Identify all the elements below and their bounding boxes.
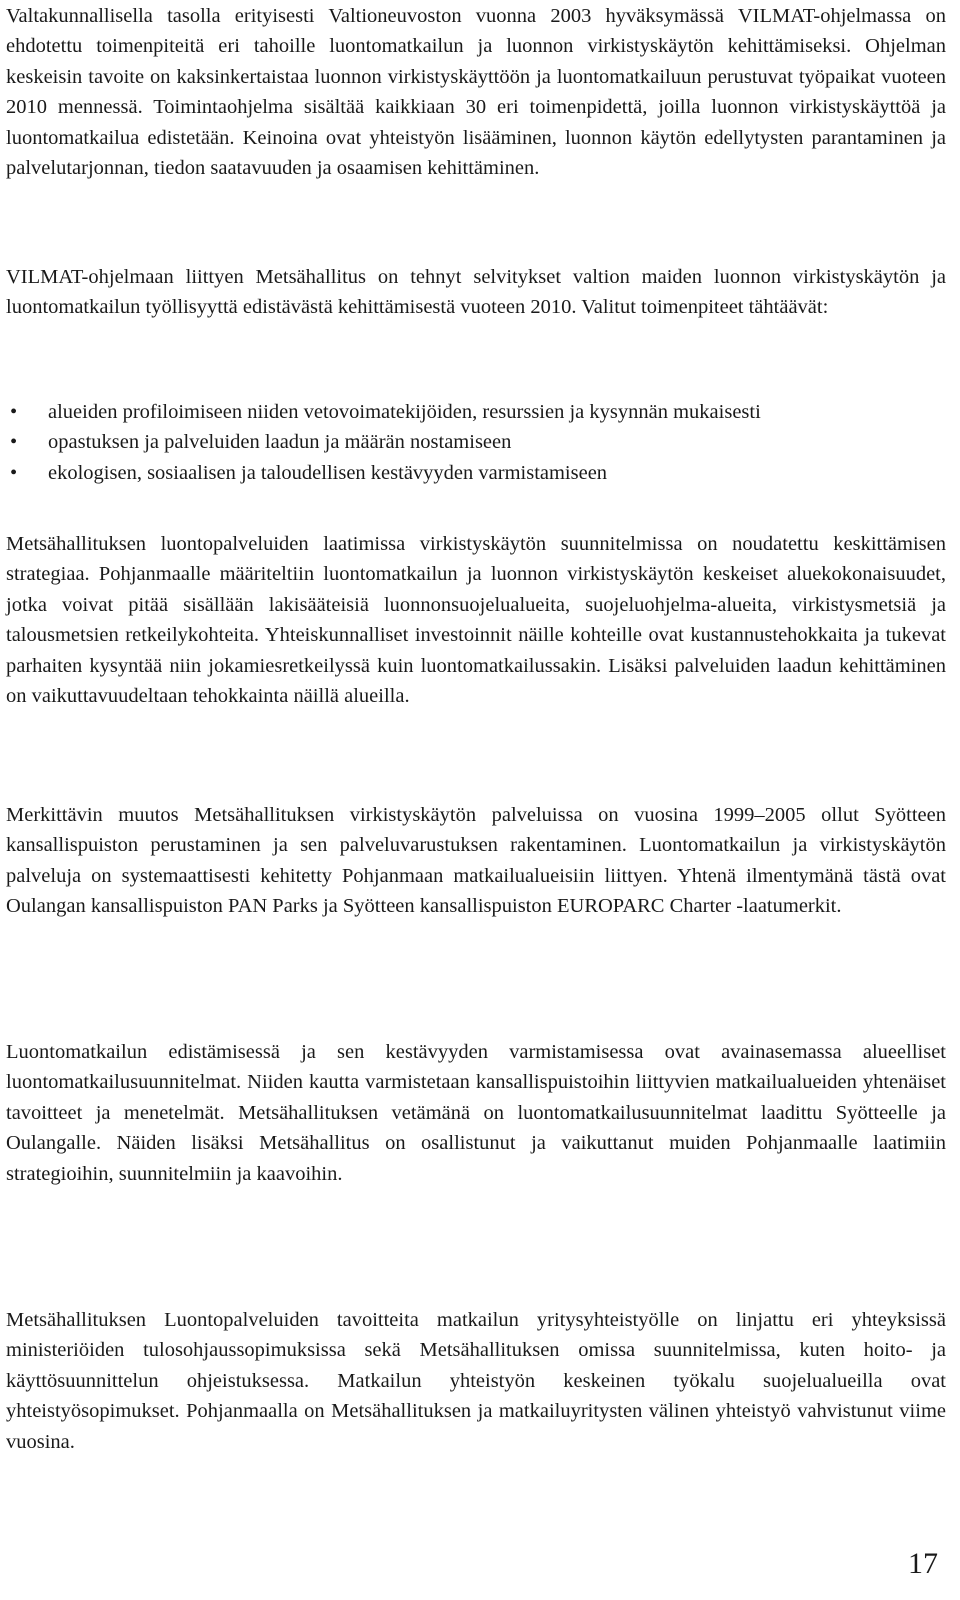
bullet-icon: •: [10, 431, 18, 454]
measures-bullet-list: [6, 397, 946, 488]
bullet-icon: •: [10, 401, 18, 423]
paragraph-tourism-plans: Luontomatkailun edistämisessä ja sen kestävyyden varmistamisessa ovat avainasemassa alueelliset luontomatkailusuunnitelmat. Niiden kautta varmistetaan kansallispuistoihin liittyvien matkailualueiden yhtenäiset tavoitteet ja menetelmät. Metsähallituksen vetämänä on luontomatkailusuunnitelmat laadittu Syötteelle ja Oulangalle. Näiden lisäksi Metsähallitus on osallistunut ja vaikuttanut muiden Pohjanmaalle laatimiin strategioihin, suunnitelmiin ja kaavoihin.: [6, 1041, 946, 1185]
paragraph-vilmat-metsahallitus: VILMAT-ohjelmaan liittyen Metsähallitus on tehnyt selvitykset valtion maiden luonnon virkistyskäytön ja luontomatkailun työllisyyttä edistävästä kehittämisestä vuoteen 2010. Valitut toimenpiteet tähtäävät:: [6, 266, 946, 319]
list-item: [6, 427, 946, 457]
paragraph-syote-national-park: Merkittävin muutos Metsähallituksen virkistyskäytön palveluissa on vuosina 1999–2005 ollut Syötteen kansallispuiston perustaminen ja sen palveluvarustuksen rakentaminen. Luontomatkailun ja virkistyskäytön palveluja on systemaattisesti kehitetty Pohjanmaan matkailualueisiin liittyen. Yhtenä ilmentymänä tästä ovat Oulangan kansallispuiston PAN Parks ja Syötteen kansallispuiston EUROPARC Charter -laatumerkit.: [6, 804, 946, 918]
paragraph-recreation-plans: Metsähallituksen luontopalveluiden laatimissa virkistyskäytön suunnitelmissa on noudatettu keskittämisen strategiaa. Pohjanmaalle määriteltiin luontomatkailun ja luonnon virkistyskäytön keskeiset aluekokonaisuudet, jotka voivat pitää sisällään lakisääteisiä luonnonsuojelualueita, suojeluohjelma-alueita, virkistysmetsiä ja talousmetsien retkeilykohteita. Yhteiskunnalliset investoinnit näille kohteille ovat kustannustehokkaita ja tukevat parhaiten kysyntää niin jokamiesretkeilyssä kuin luontomatkailussakin. Lisäksi palveluiden laadun kehittäminen on vaikuttavuudeltaan tehokkainta näillä alueilla.: [6, 533, 946, 708]
list-item-text: opastuksen ja palveluiden laadun ja määrän nostamiseen: [48, 431, 512, 454]
paragraph-business-cooperation: Metsähallituksen Luontopalveluiden tavoitteita matkailun yritysyhteistyölle on linjattu eri yhteyksissä ministeriöiden tulosohjaussopimuksissa sekä Metsähallituksen omissa suunnitelmissa, kuten hoito- ja käyttösuunnittelun ohjeistuksessa. Matkailun yhteistyön keskeinen työkalu suojelualueilla ovat yhteistyösopimukset. Pohjanmaalla on Metsähallituksen ja matkailuyritysten välinen yhteistyö vahvistunut viime vuosina.: [6, 1309, 946, 1453]
page-number: 17: [908, 1547, 938, 1580]
list-item-text: ekologisen, sosiaalisen ja taloudellisen kestävyyden varmistamiseen: [48, 461, 608, 484]
list-item: [6, 458, 946, 488]
list-item: [6, 397, 946, 427]
paragraph-vilmat-program: Valtakunnallisella tasolla erityisesti Valtioneuvoston vuonna 2003 hyväksymässä VILMAT-ohjelmassa on ehdotettu toimenpiteitä eri tahoille luontomatkailun ja luonnon virkistyskäytön kehittämiseksi. Ohjelman keskeisin tavoite on kaksinkertaistaa luonnon virkistyskäyttöön ja luontomatkailuun perustuvat työpaikat vuoteen 2010 mennessä. Toimintaohjelma sisältää kaikkiaan 30 eri toimenpidettä, joilla luonnon virkistyskäyttöä ja luontomatkailua edistetään. Keinoina ovat yhteistyön lisääminen, luonnon käytön edellytysten parantaminen ja palvelutarjonnan, tiedon saatavuuden ja osaamisen kehittäminen.: [6, 5, 946, 180]
bullet-icon: •: [10, 461, 18, 484]
list-item-text: alueiden profiloimiseen niiden vetovoimatekijöiden, resurssien ja kysynnän mukaisesti: [48, 401, 761, 423]
